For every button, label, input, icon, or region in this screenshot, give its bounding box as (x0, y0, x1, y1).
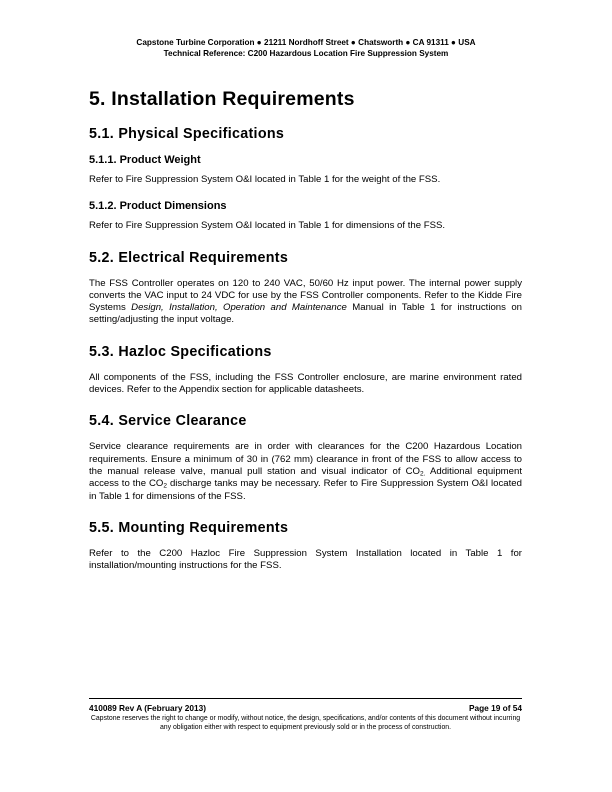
chapter-title: 5. Installation Requirements (89, 88, 355, 110)
section-5-1-1-title: 5.1.1. Product Weight (89, 154, 201, 166)
co2-subscript-b: 2 (163, 482, 168, 490)
section-5-2-body-part1: The FSS Controller operates on 120 to 240 VAC, 50/60 Hz input power. The internal power supply converts the VAC input to 24 VDC for use by the FSS Controller components. Refer to the Kidde Fire Systems (89, 277, 522, 314)
page-header (0, 38, 612, 59)
footer-page-number: Page 19 of 54 (468, 703, 522, 713)
section-5-4-title: 5.4. Service Clearance (89, 413, 247, 430)
section-5-1-2-body: Refer to Fire Suppression System O&I located in Table 1 for dimensions of the FSS. (89, 220, 446, 232)
header-reference-line: Technical Reference: C200 Hazardous Location Fire Suppression System (163, 48, 449, 58)
footer-row (89, 703, 522, 713)
section-5-3-title: 5.3. Hazloc Specifications (89, 343, 272, 360)
section-5-5-body: Refer to the C200 Hazloc Fire Suppression System Installation located in Table 1 for installation/mounting instructions for the FSS. (89, 547, 522, 572)
section-5-3-body: All components of the FSS, including the FSS Controller enclosure, are marine environment rated devices. Refer to the Appendix section for applicable datasheets. (89, 371, 522, 396)
co2-subscript-a: 2. (420, 470, 426, 478)
section-5-1-2-title: 5.1.2. Product Dimensions (89, 200, 227, 213)
section-5-2-title: 5.2. Electrical Requirements (89, 249, 289, 266)
header-company-line: Capstone Turbine Corporation ● 21211 Nordhoff Street ● Chatsworth ● CA 91311 ● USA (136, 38, 476, 47)
section-5-5-title: 5.5. Mounting Requirements (89, 519, 289, 536)
footer-disclaimer: Capstone reserves the right to change or modify, without notice, the design, specifications, and/or contents of this document without incurring any obligation either with respect to equipment previously sold or in the process of construction. (90, 715, 521, 731)
section-5-4-body (89, 441, 522, 502)
section-5-4-body-part2: Additional equipment access to the CO (89, 465, 522, 490)
section-5-4-body-part1: Service clearance requirements are in order with clearances for the C200 Hazardous Location requirements. Ensure a minimum of 30 in (762 mm) clearance in front of the FSS to allow access to the manual release valve, manual pull station and visual indicator of CO (89, 441, 522, 477)
section-5-2-body-part2: Manual in Table 1 for instructions on setting/adjusting the input voltage. (89, 302, 522, 326)
section-5-1-1-body: Refer to Fire Suppression System O&I located in Table 1 for the weight of the FSS. (89, 174, 441, 185)
section-5-2-manual-title: Design, Installation, Operation and Maintenance (131, 302, 347, 314)
page-footer (89, 698, 522, 732)
section-5-4-body-part3: discharge tanks may be necessary. Refer to Fire Suppression System O&I located in Table 1 for dimensions of the FSS. (89, 478, 522, 502)
page-content (89, 88, 522, 572)
footer-doc-id: 410089 Rev A (February 2013) (89, 703, 206, 713)
section-5-2-body (89, 278, 522, 327)
footer-divider (89, 698, 522, 699)
section-5-1-title: 5.1. Physical Specifications (89, 126, 285, 142)
